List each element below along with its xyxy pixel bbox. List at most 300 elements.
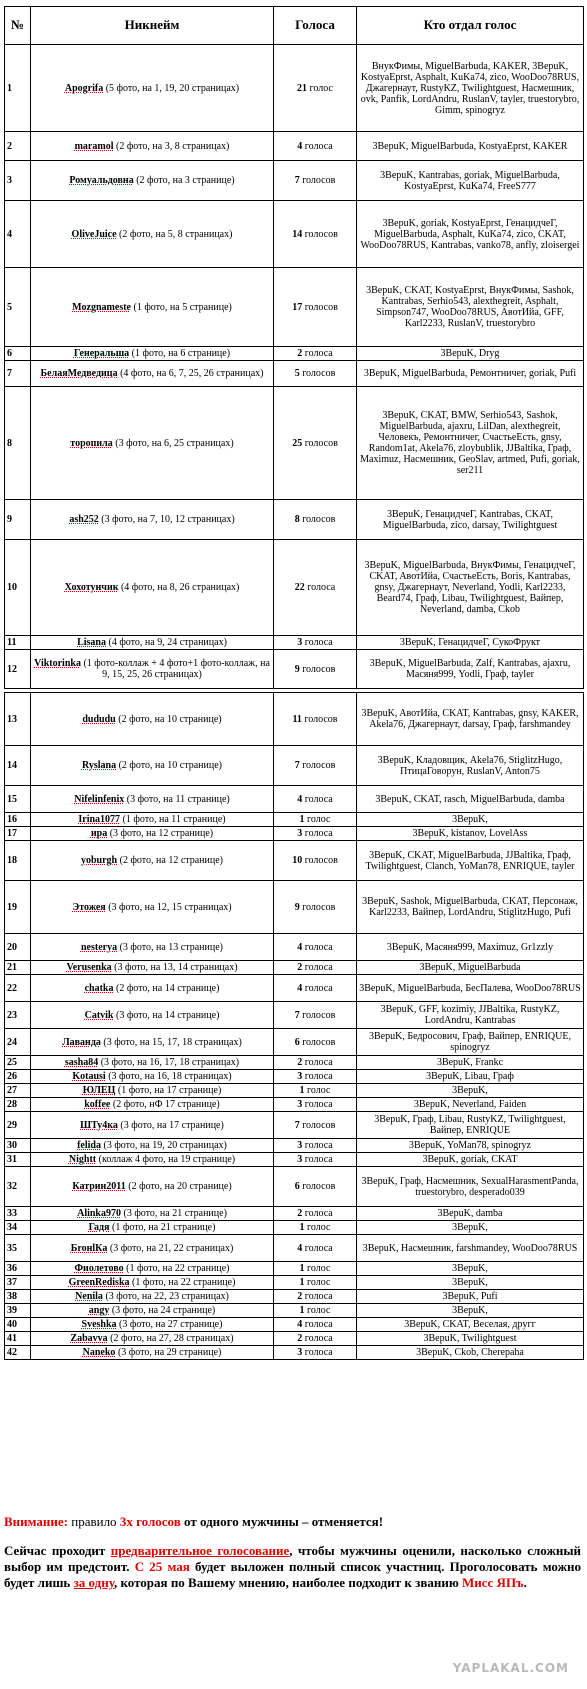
- vote-unit: голос: [307, 814, 331, 825]
- nickname: Лаванда: [62, 1036, 101, 1048]
- nickname-cell: [31, 1098, 274, 1112]
- table-row: [5, 1056, 584, 1070]
- voters-cell: [357, 841, 584, 881]
- photo-info: (3 фото, на 13 странице): [119, 941, 223, 953]
- header-nickname: Никнейм: [31, 7, 274, 45]
- voters-list: 3ВерuK, CKAT, rasch, MiguelBarbuda, damba: [375, 793, 565, 805]
- voters-cell: [357, 975, 584, 1002]
- table-row: [5, 1276, 584, 1290]
- table-row: [5, 1070, 584, 1084]
- table-row: [5, 1262, 584, 1276]
- voters-list: 3ВерuK, MiguelBarbuda, ВнукФимы, ГенацидчеГ, CKAT, AвотИйa, СчастьеЕсть, Boris, Kantrabas, gnsy, Джагернаут, Neverland, Yodli, Karl2233, Beard74, Граф, Libau, Twilightguest, Вайпер, Neverland, damba, Ckob: [364, 560, 576, 615]
- nickname-cell: [31, 387, 274, 500]
- voting-info: Сейчас проходит предварительное голосование, чтобы мужчины оценили, насколько сложный выбор им предстоит. С 25 мая будет выложен полный список участниц. Проголосовать можно будет лишь за одну, которая по Вашему мнению, наиболее подходит к званию Мисс ЯПъ.: [4, 1543, 582, 1590]
- nickname-cell: [31, 1139, 274, 1153]
- voters-cell: [357, 500, 584, 540]
- vote-unit: голоса: [304, 982, 333, 994]
- voters-cell: [357, 347, 584, 361]
- vote-unit: голос: [307, 1263, 331, 1274]
- vote-count: 25: [292, 437, 303, 449]
- vote-unit: голоса: [304, 1071, 333, 1082]
- photo-info: (2 фото, на 27, 28 страницах): [110, 1333, 234, 1344]
- vote-unit: голоса: [307, 582, 336, 593]
- voters-list: 3ВерuK, Neverland, Faiden: [413, 1099, 527, 1110]
- row-number: [5, 693, 31, 746]
- row-number: [5, 1084, 31, 1098]
- vote-count-cell: [274, 1070, 357, 1084]
- voters-cell: [357, 934, 584, 961]
- nickname-cell: [31, 841, 274, 881]
- row-number-text: 29: [7, 1119, 17, 1131]
- row-number: [5, 45, 31, 132]
- table-row: [5, 1332, 584, 1346]
- nickname: koffee: [84, 1099, 111, 1110]
- vote-count: 7: [294, 1119, 300, 1131]
- voters-list: 3ВерuK,: [452, 1277, 488, 1288]
- nickname-cell: [31, 1207, 274, 1221]
- table-row: [5, 636, 584, 650]
- nickname: Nenila: [75, 1291, 103, 1302]
- voters-list: 3ВерuK, goriak, KostyaEprst, ГенацидчеГ, MiguelBarbuda, Asphalt, KuKa74, zico, CKAT, WooDoo78RUS, Kantrabas, vanko78, anfly, zloisergei: [360, 217, 580, 251]
- row-number: [5, 1221, 31, 1235]
- nickname-cell: [31, 1167, 274, 1207]
- voters-cell: [357, 1029, 584, 1056]
- row-number: [5, 201, 31, 268]
- voters-list: 3ВерuK, Kantrabas, goriak, MiguelBarbuda, KostyaEprst, KuKa74, FreeS777: [380, 169, 560, 192]
- nickname-cell: [31, 1235, 274, 1262]
- vote-count: 10: [292, 855, 303, 866]
- nickname: Этожея: [72, 901, 106, 913]
- vote-unit: голосов: [302, 1181, 336, 1192]
- vote-count: 4: [297, 1319, 303, 1330]
- vote-count-cell: [274, 45, 357, 132]
- vote-unit: голос: [307, 1222, 331, 1233]
- voters-cell: [357, 1235, 584, 1262]
- vote-count: 3: [297, 1140, 303, 1151]
- voters-list: 3ВерuK, AвотИйa, CKAT, Kantrabas, gnsy, KAKER, Akela76, Джагернаут, darsay, Граф, farshmandey: [361, 708, 579, 730]
- voters-cell: [357, 201, 584, 268]
- vote-count-cell: [274, 1221, 357, 1235]
- nickname-cell: [31, 540, 274, 636]
- row-number: [5, 268, 31, 347]
- vote-count-cell: [274, 841, 357, 881]
- vote-count: 2: [297, 1208, 303, 1219]
- row-number: [5, 500, 31, 540]
- row-number-text: 10: [7, 582, 17, 593]
- vote-count-cell: [274, 540, 357, 636]
- voters-cell: [357, 693, 584, 746]
- nickname: Генеральша: [73, 348, 130, 359]
- vote-count: 1: [299, 1085, 305, 1096]
- nickname: ash252: [69, 514, 99, 525]
- photo-info: (3 фото, на 16, 18 страницах): [108, 1071, 232, 1082]
- vote-count: 3: [297, 1071, 303, 1082]
- nickname: Гадя: [88, 1222, 110, 1233]
- voters-list: 3ВерuK, CKAT, KostyaEprst, ВнукФимы, Sashok, Kantrabas, Serhio543, alexthegreit, Asphalt, Simpson747, WooDoo78RUS, AвотИйa, GFF, Karl2233, RuslanV, truestorybro: [366, 285, 574, 329]
- nickname-cell: [31, 500, 274, 540]
- vote-count: 3: [297, 828, 303, 839]
- photo-info: (3 фото, на 27 странице): [119, 1319, 223, 1330]
- nickname: ШТу4ка: [80, 1119, 118, 1131]
- row-number-text: 3: [7, 175, 12, 186]
- table-row: [5, 1098, 584, 1112]
- vote-count: 22: [294, 582, 305, 593]
- voters-cell: [357, 268, 584, 347]
- photo-info: (3 фото, на 12, 15 страницах): [108, 901, 232, 913]
- table-row: [5, 786, 584, 813]
- voters-list: 3ВерuK, MiguelBarbuda, Zalf, Kantrabas, ajaxru, Масяня999, Yodli, Граф, tayler: [369, 658, 571, 680]
- table-row: [5, 813, 584, 827]
- row-number: [5, 1304, 31, 1318]
- vote-unit: голоса: [304, 1347, 333, 1358]
- voters-cell: [357, 746, 584, 786]
- row-number-text: 32: [7, 1181, 17, 1192]
- voters-cell: [357, 961, 584, 975]
- vote-count: 2: [297, 1291, 303, 1302]
- nickname: Фиолетово: [74, 1263, 124, 1274]
- voters-cell: [357, 1221, 584, 1235]
- table-row: [5, 268, 584, 347]
- row-number: [5, 975, 31, 1002]
- nickname-cell: [31, 934, 274, 961]
- vote-count-cell: [274, 1235, 357, 1262]
- row-number-text: 25: [7, 1057, 17, 1068]
- row-number: [5, 1346, 31, 1360]
- vote-unit: голосов: [302, 514, 336, 525]
- vote-unit: голос: [307, 1085, 331, 1096]
- row-number: [5, 934, 31, 961]
- photo-info: (3 фото, на 17 странице): [120, 1119, 224, 1131]
- photo-info: (3 фото, на 29 странице): [117, 1347, 222, 1358]
- nickname: Nightt: [68, 1154, 97, 1165]
- nickname-cell: [31, 1290, 274, 1304]
- vote-count-cell: [274, 827, 357, 841]
- table-row: [5, 161, 584, 201]
- row-number-text: 16: [7, 814, 17, 825]
- row-number: [5, 1029, 31, 1056]
- vote-count-cell: [274, 746, 357, 786]
- vote-count-cell: [274, 693, 357, 746]
- photo-info: (1 фото, на 22 странице): [126, 1263, 230, 1274]
- vote-unit: голоса: [304, 962, 333, 973]
- voters-cell: [357, 1084, 584, 1098]
- rule-notice: Внимание: правило 3х голосов от одного мужчины – отменяется!: [4, 1514, 384, 1529]
- voters-list: 3ВерuK, Насмешник, farshmandey, WooDoo78RUS: [362, 1242, 578, 1254]
- vote-count-cell: [274, 1167, 357, 1207]
- nickname: dududu: [82, 713, 116, 725]
- voters-list: 3ВерuK, YoMan78, spinogryz: [409, 1140, 531, 1151]
- vote-count-cell: [274, 1056, 357, 1070]
- vote-unit: голоса: [304, 1291, 333, 1302]
- row-number: [5, 881, 31, 934]
- nickname-cell: [31, 361, 274, 387]
- voters-list: 3ВерuK,: [452, 1263, 488, 1274]
- vote-count-cell: [274, 1112, 357, 1139]
- table-row: [5, 1002, 584, 1029]
- row-number: [5, 961, 31, 975]
- table-row: [5, 540, 584, 636]
- row-number-text: 27: [7, 1085, 17, 1096]
- nickname: Sveshka: [81, 1319, 117, 1330]
- voters-cell: [357, 1098, 584, 1112]
- vote-count: 4: [297, 941, 303, 953]
- vote-count: 7: [294, 175, 300, 186]
- vote-count-cell: [274, 1098, 357, 1112]
- photo-info: (1 фото, на 11 странице): [122, 814, 226, 825]
- vote-count-cell: [274, 361, 357, 387]
- row-number: [5, 347, 31, 361]
- notes: [4, 1514, 581, 1604]
- vote-count-cell: [274, 975, 357, 1002]
- vote-unit: голосов: [302, 760, 336, 771]
- voters-list: 3ВерuK, Ckob, Cherepaha: [416, 1347, 524, 1358]
- nickname-cell: [31, 786, 274, 813]
- photo-info: (3 фото, на 12 странице): [109, 828, 214, 839]
- voters-list: 3ВерuK, ГенацидчеГ, СукоФрукт: [399, 637, 541, 648]
- table-row: [5, 881, 584, 934]
- vote-unit: голоса: [304, 828, 333, 839]
- voters-list: 3ВерuK, MiguelBarbuda: [419, 962, 521, 973]
- nickname: Nifelinfenix: [74, 793, 125, 805]
- vote-unit: голосов: [302, 1009, 336, 1021]
- voters-cell: [357, 387, 584, 500]
- photo-info: (3 фото, на 6, 25 страницах): [115, 437, 234, 449]
- voters-cell: [357, 1167, 584, 1207]
- vote-count: 1: [299, 1263, 305, 1274]
- voters-list: 3ВерuK, CKAT, Веселая, дpyгг: [404, 1319, 536, 1330]
- voters-cell: [357, 45, 584, 132]
- photo-info: (3 фото, на 24 странице): [111, 1305, 216, 1316]
- voters-list: 3ВерuK, Бедросович, Граф, Вайпер, ENRIQUE, spinogryz: [369, 1031, 571, 1053]
- table-row: [5, 1318, 584, 1332]
- vote-count-cell: [274, 1332, 357, 1346]
- photo-info: (3 фото, на 14 странице): [116, 1009, 220, 1021]
- vote-count-cell: [274, 500, 357, 540]
- row-number-text: 15: [7, 793, 17, 805]
- row-number: [5, 132, 31, 161]
- vote-count: 2: [297, 348, 303, 359]
- votes-table: [4, 6, 584, 1360]
- table-row: [5, 1084, 584, 1098]
- row-number-text: 8: [7, 437, 12, 449]
- voters-cell: [357, 361, 584, 387]
- vote-unit: голосов: [302, 663, 336, 675]
- nickname-cell: [31, 1262, 274, 1276]
- voters-list: 3ВерuK,: [452, 1085, 488, 1096]
- vote-count: 9: [294, 901, 300, 913]
- row-number: [5, 161, 31, 201]
- row-number: [5, 1098, 31, 1112]
- row-number: [5, 827, 31, 841]
- voters-list: 3ВерuK, damba: [437, 1208, 503, 1219]
- nickname: ЮЛЕЦ: [82, 1085, 116, 1096]
- table-row: [5, 387, 584, 500]
- nickname-cell: [31, 636, 274, 650]
- vote-count: 1: [299, 1305, 305, 1316]
- table-row: [5, 1235, 584, 1262]
- nickname: GreenRediska: [68, 1277, 130, 1288]
- nickname-cell: [31, 268, 274, 347]
- row-number-text: 9: [7, 514, 12, 525]
- row-number: [5, 1153, 31, 1167]
- nickname-cell: [31, 1346, 274, 1360]
- voters-list: 3ВерuK, CKAT, MiguelBarbuda, JJBaltika, Граф, Twilightguest, Clanch, YoMan78, ENRIQUE, tayler: [365, 849, 575, 872]
- photo-info: (2 фото, на 20 странице): [128, 1181, 232, 1192]
- photo-info: (1 фото, на 22 странице): [132, 1277, 236, 1288]
- row-number: [5, 1070, 31, 1084]
- nickname: Irina1077: [78, 814, 121, 825]
- nickname: angy: [88, 1305, 110, 1316]
- photo-info: (1 фото, на 5 странице): [133, 301, 232, 313]
- vote-count: 2: [297, 1333, 303, 1344]
- nickname: Alinka970: [77, 1208, 121, 1219]
- vote-count-cell: [274, 961, 357, 975]
- voters-list: 3ВерuK, Libau, Граф: [426, 1071, 514, 1082]
- row-number-text: 12: [7, 663, 17, 675]
- table-row: [5, 934, 584, 961]
- vote-unit: голосов: [304, 301, 338, 313]
- table-row: [5, 201, 584, 268]
- row-number-text: 30: [7, 1140, 17, 1151]
- nickname-cell: [31, 1084, 274, 1098]
- voters-list: 3ВерuK, Масяня999, Maximuz, Gr1zzly: [386, 941, 554, 953]
- voters-cell: [357, 1207, 584, 1221]
- voters-list: 3ВерuK, Pufi: [442, 1291, 498, 1302]
- vote-unit: голоса: [304, 1057, 333, 1068]
- table-row: [5, 693, 584, 746]
- table-row: [5, 1153, 584, 1167]
- vote-count: 4: [297, 793, 303, 805]
- row-number-text: 7: [7, 368, 12, 379]
- voters-cell: [357, 813, 584, 827]
- vote-count-cell: [274, 636, 357, 650]
- nickname: Хохотунчик: [64, 582, 119, 593]
- photo-info: (3 фото, на 21, 22 страницах): [109, 1242, 234, 1254]
- photo-info: (4 фото, на 8, 26 страницах): [120, 582, 240, 593]
- nickname-cell: [31, 881, 274, 934]
- vote-unit: голоса: [304, 140, 333, 152]
- nickname-cell: [31, 650, 274, 689]
- voters-list: 3ВерuK,: [452, 1222, 488, 1233]
- photo-info: (2 фото, на 3, 8 страницах): [115, 140, 230, 152]
- voters-cell: [357, 1304, 584, 1318]
- vote-unit: голоса: [304, 1154, 333, 1165]
- row-number: [5, 841, 31, 881]
- row-number-text: 40: [7, 1319, 17, 1330]
- table-row: [5, 746, 584, 786]
- voters-list: 3ВерuK, kistanov, LovelAss: [412, 828, 528, 839]
- vote-count-cell: [274, 1207, 357, 1221]
- vote-unit: голосов: [304, 228, 338, 240]
- row-number: [5, 1332, 31, 1346]
- row-number-text: 18: [7, 855, 17, 866]
- photo-info: (1 фото, на 17 странице): [117, 1085, 222, 1096]
- row-number-text: 5: [7, 301, 12, 313]
- nickname-cell: [31, 1276, 274, 1290]
- vote-count: 14: [292, 228, 303, 240]
- vote-unit: голоса: [304, 1242, 333, 1254]
- vote-count-cell: [274, 347, 357, 361]
- vote-unit: голоса: [304, 637, 333, 648]
- table-row: [5, 650, 584, 689]
- vote-unit: голоса: [304, 1099, 333, 1110]
- voters-list: 3ВерuK, ГенацидчеГ, Kantrabas, CKAT, MiguelBarbuda, zico, darsay, Twilightguest: [382, 508, 558, 531]
- row-number-text: 41: [7, 1333, 17, 1344]
- photo-info: (2 фото, нФ 17 странице): [112, 1099, 220, 1110]
- nickname: ира: [90, 828, 108, 839]
- table-header: [5, 7, 584, 45]
- voters-cell: [357, 1276, 584, 1290]
- nickname: OliveJuice: [71, 228, 117, 240]
- vote-unit: голоса: [304, 941, 333, 953]
- table-row: [5, 1029, 584, 1056]
- row-number-text: 21: [7, 962, 17, 973]
- voters-cell: [357, 1056, 584, 1070]
- photo-info: (2 фото, на 12 странице): [119, 855, 224, 866]
- vote-count-cell: [274, 1153, 357, 1167]
- nickname-cell: [31, 1029, 274, 1056]
- row-number-text: 28: [7, 1099, 17, 1110]
- vote-unit: голоса: [304, 1208, 333, 1219]
- vote-count: 21: [297, 82, 308, 94]
- row-number: [5, 387, 31, 500]
- photo-info: (2 фото, на 3 странице): [136, 175, 235, 186]
- vote-count-cell: [274, 1139, 357, 1153]
- vote-count-cell: [274, 268, 357, 347]
- row-number-text: 17: [7, 828, 17, 839]
- nickname: sasha84: [64, 1057, 99, 1068]
- vote-count: 9: [294, 663, 300, 675]
- photo-info: (1 фото, на 21 странице): [112, 1222, 216, 1233]
- vote-unit: голос: [307, 1277, 331, 1288]
- nickname: Ryslana: [81, 760, 117, 771]
- row-number-text: 24: [7, 1036, 17, 1048]
- vote-unit: голоса: [304, 348, 333, 359]
- table-row: [5, 1167, 584, 1207]
- table-row: [5, 361, 584, 387]
- nickname-cell: [31, 693, 274, 746]
- voters-list: 3ВерuK, Twilightguest: [423, 1333, 517, 1344]
- row-number: [5, 1002, 31, 1029]
- voters-cell: [357, 1332, 584, 1346]
- vote-count: 1: [299, 1222, 305, 1233]
- photo-info: (3 фото, на 21 странице): [123, 1208, 227, 1219]
- nickname: maramol: [74, 140, 114, 152]
- vote-count-cell: [274, 1318, 357, 1332]
- nickname-cell: [31, 1112, 274, 1139]
- vote-count-cell: [274, 1084, 357, 1098]
- voters-list: 3ВерuK,: [452, 814, 488, 825]
- photo-info: (2 фото, на 10 странице): [118, 760, 222, 771]
- nickname-cell: [31, 132, 274, 161]
- vote-count: 11: [292, 713, 302, 725]
- vote-unit: голоса: [304, 793, 333, 805]
- table-row: [5, 1346, 584, 1360]
- nickname-cell: [31, 1304, 274, 1318]
- row-number: [5, 813, 31, 827]
- table-row: [5, 827, 584, 841]
- nickname-cell: [31, 45, 274, 132]
- vote-count: 5: [294, 368, 300, 379]
- voters-list: 3ВерuK, CKAT, BMW, Serhio543, Sashok, MiguelBarbuda, ajaxru, LilDan, alexthegreit, Человекъ, Ремонтничег, СчастьеЕсть, gnsy, Random1at, Akela76, zloybublik, JJBaltika, Граф, Maximuz, Насмешник, GeoSlav, artmed, Pufi, goriak, ser211: [360, 410, 580, 476]
- nickname: nesterya: [80, 941, 118, 953]
- table-body: [5, 45, 584, 1360]
- nickname: БroнlКa: [70, 1242, 108, 1254]
- nickname: Catvik: [84, 1009, 114, 1021]
- vote-unit: голоса: [304, 1319, 333, 1330]
- row-number: [5, 1235, 31, 1262]
- header-voters: Кто отдал голос: [357, 7, 584, 45]
